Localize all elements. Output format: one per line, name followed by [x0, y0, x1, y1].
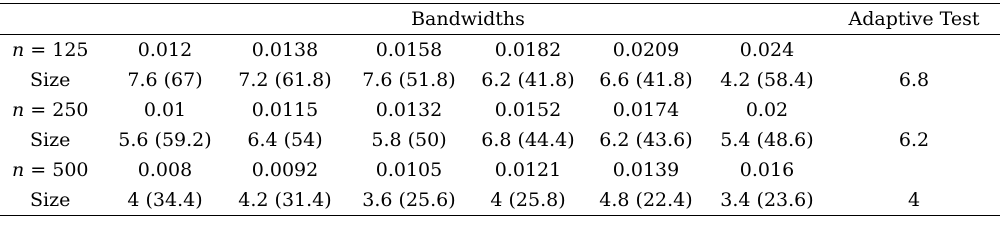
size-cell: 4.8 (22.4) — [599, 189, 693, 211]
size-cell: 7.6 (51.8) — [362, 69, 456, 91]
bandwidth-cell: 0.0115 — [251, 99, 319, 121]
table-row — [0, 95, 1000, 125]
bandwidths-header: Bandwidths — [411, 8, 525, 30]
table-row — [0, 155, 1000, 185]
size-cell: 6.6 (41.8) — [599, 69, 693, 91]
table-row — [0, 185, 1000, 216]
bandwidth-cell: 0.008 — [137, 159, 193, 181]
size-cell: 5.8 (50) — [371, 129, 447, 151]
bandwidth-cell: 0.012 — [137, 39, 193, 61]
adaptive-test-cell: 6.2 — [898, 129, 930, 151]
size-cell: 6.8 (44.4) — [481, 129, 575, 151]
bandwidth-cell: 0.02 — [745, 99, 789, 121]
bandwidth-cell: 0.0138 — [251, 39, 319, 61]
bandwidth-cell: 0.024 — [739, 39, 795, 61]
size-label: Size — [30, 189, 71, 211]
bandwidth-cell: 0.016 — [739, 159, 795, 181]
results-table — [0, 3, 1000, 216]
bandwidth-cell: 0.0132 — [375, 99, 443, 121]
size-label: Size — [30, 69, 71, 91]
header-empty-cell — [0, 4, 108, 35]
bandwidth-cell: 0.01 — [143, 99, 187, 121]
n-symbol: n — [12, 159, 25, 181]
bandwidth-cell: 0.0209 — [612, 39, 680, 61]
size-cell: 5.6 (59.2) — [118, 129, 212, 151]
bandwidth-cell: 0.0174 — [612, 99, 680, 121]
size-cell: 4 (34.4) — [127, 189, 203, 211]
bandwidth-cell: 0.0158 — [375, 39, 443, 61]
adaptive-test-cell: 6.8 — [898, 69, 930, 91]
n-value: = 250 — [24, 99, 89, 121]
adaptive-empty-cell — [828, 155, 1000, 185]
size-cell: 3.6 (25.6) — [362, 189, 456, 211]
size-cell: 7.2 (61.8) — [238, 69, 332, 91]
size-label: Size — [30, 129, 71, 151]
size-cell: 4 (25.8) — [490, 189, 566, 211]
table-row — [0, 65, 1000, 95]
size-cell: 6.2 (43.6) — [599, 129, 693, 151]
bandwidth-cell: 0.0092 — [251, 159, 319, 181]
size-cell: 4.2 (31.4) — [238, 189, 332, 211]
size-cell: 5.4 (48.6) — [720, 129, 814, 151]
bandwidth-cell: 0.0152 — [494, 99, 562, 121]
header-row — [0, 4, 1000, 35]
n-symbol: n — [12, 39, 25, 61]
size-cell: 3.4 (23.6) — [720, 189, 814, 211]
n-value: = 125 — [24, 39, 89, 61]
sample-size-label — [0, 95, 108, 125]
sample-size-label — [0, 155, 108, 185]
adaptive-empty-cell — [828, 35, 1000, 66]
sample-size-label — [0, 35, 108, 66]
size-cell: 4.2 (58.4) — [720, 69, 814, 91]
adaptive-empty-cell — [828, 95, 1000, 125]
size-cell: 6.2 (41.8) — [481, 69, 575, 91]
adaptive-test-header: Adaptive Test — [848, 8, 980, 30]
bandwidth-cell: 0.0121 — [494, 159, 562, 181]
size-cell: 7.6 (67) — [127, 69, 203, 91]
size-cell: 6.4 (54) — [247, 129, 323, 151]
adaptive-test-cell: 4 — [907, 189, 921, 211]
bandwidth-cell: 0.0182 — [494, 39, 562, 61]
n-symbol: n — [12, 99, 25, 121]
n-value: = 500 — [24, 159, 89, 181]
bandwidth-cell: 0.0139 — [612, 159, 680, 181]
bandwidth-cell: 0.0105 — [375, 159, 443, 181]
table-row — [0, 35, 1000, 66]
table-row — [0, 125, 1000, 155]
